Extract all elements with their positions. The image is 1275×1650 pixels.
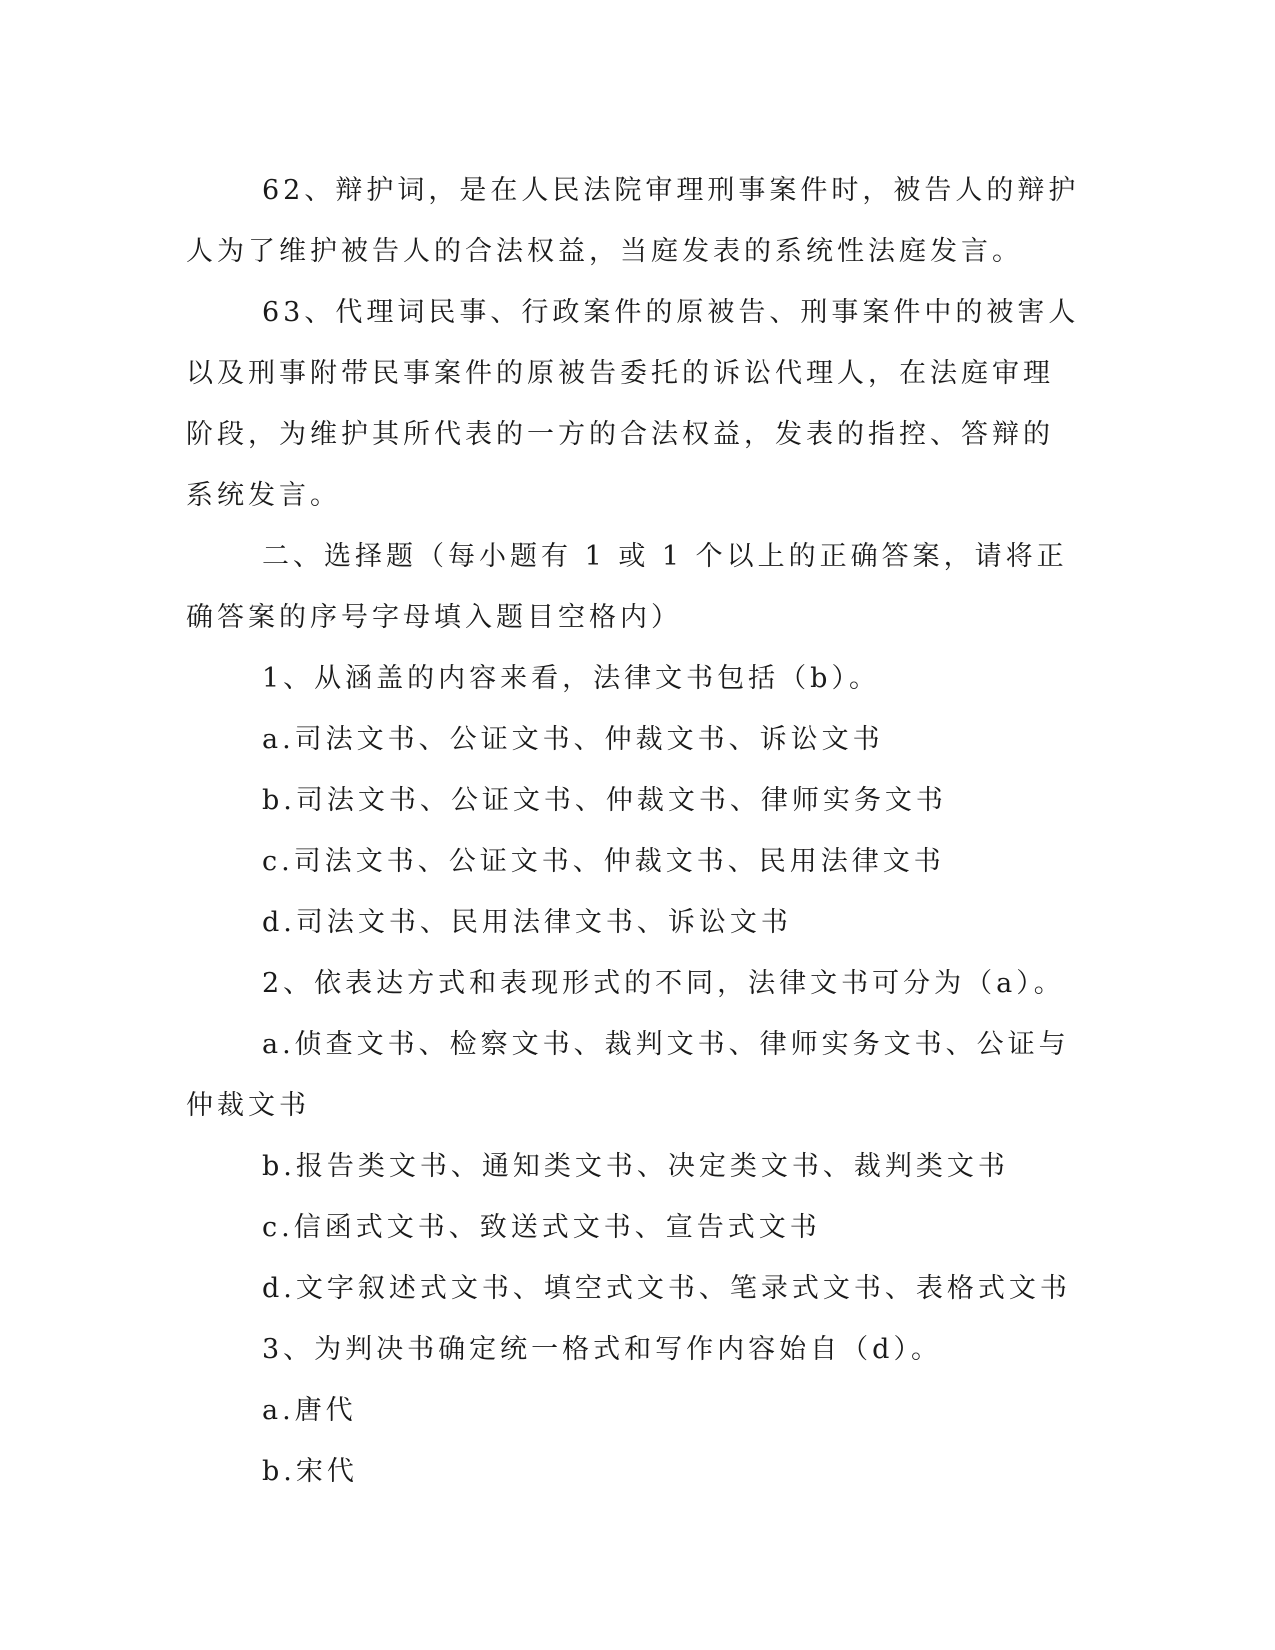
question-1-option-c: c.司法文书、公证文书、仲裁文书、民用法律文书	[262, 846, 945, 877]
paragraph-63-agency-statement: 63、代理词民事、行政案件的原被告、刑事案件中的被害人以及刑事附带民事案件的原被告委托的诉讼代理人，在法庭审理阶段，为维护其所代表的一方的合法权益，发表的指控、答辩的系统发言。	[186, 297, 1080, 511]
section-heading-multiple-choice: 二、选择题（每小题有 1 或 1 个以上的正确答案，请将正确答案的序号字母填入题目空格内）	[186, 541, 1068, 633]
question-2-option-d: d.文字叙述式文书、填空式文书、笔录式文书、表格式文书	[262, 1273, 1071, 1304]
question-1-option-b: b.司法文书、公证文书、仲裁文书、律师实务文书	[262, 785, 947, 816]
question-3-option-b: b.宋代	[262, 1456, 358, 1487]
question-1-option-d: d.司法文书、民用法律文书、诉讼文书	[262, 907, 792, 938]
question-2-option-c: c.信函式文书、致送式文书、宣告式文书	[262, 1212, 821, 1243]
question-2-option-a: a.侦查文书、检察文书、裁判文书、律师实务文书、公证与仲裁文书	[186, 1029, 1070, 1121]
document-page	[186, 160, 1081, 1502]
paragraph-62-defense-statement: 62、辩护词，是在人民法院审理刑事案件时，被告人的辩护人为了维护被告人的合法权益，当庭发表的系统性法庭发言。	[186, 175, 1080, 267]
question-3: 3、为判决书确定统一格式和写作内容始自（d）。	[262, 1334, 942, 1365]
question-2-option-b: b.报告类文书、通知类文书、决定类文书、裁判类文书	[262, 1151, 1009, 1182]
question-2: 2、依表达方式和表现形式的不同，法律文书可分为（a）。	[262, 968, 1065, 999]
question-1-option-a: a.司法文书、公证文书、仲裁文书、诉讼文书	[262, 724, 884, 755]
question-3-option-a: a.唐代	[262, 1395, 357, 1426]
question-1: 1、从涵盖的内容来看，法律文书包括（b）。	[262, 663, 880, 694]
